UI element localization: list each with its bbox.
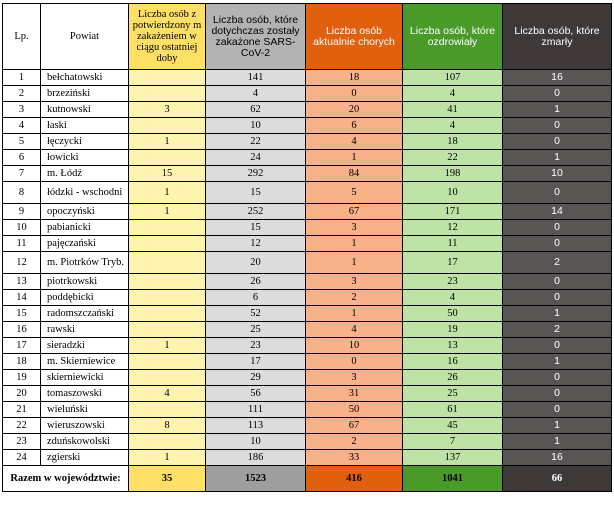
row-powiat: zduńskowolski bbox=[41, 434, 129, 450]
row-powiat: skierniewicki bbox=[41, 370, 129, 386]
row-deaths: 1 bbox=[503, 354, 612, 370]
total-deaths: 66 bbox=[503, 466, 612, 492]
row-total-cases: 12 bbox=[206, 236, 306, 252]
table-row bbox=[3, 70, 612, 86]
table-row bbox=[3, 450, 612, 466]
row-total-cases: 23 bbox=[206, 338, 306, 354]
row-deaths: 0 bbox=[503, 118, 612, 134]
row-total-cases: 22 bbox=[206, 134, 306, 150]
covid-table-wrapper bbox=[2, 3, 611, 492]
row-total-cases: 111 bbox=[206, 402, 306, 418]
row-powiat: m. Skierniewice bbox=[41, 354, 129, 370]
row-deaths: 1 bbox=[503, 306, 612, 322]
row-active-cases: 31 bbox=[306, 386, 403, 402]
row-powiat: kutnowski bbox=[41, 102, 129, 118]
row-deaths: 2 bbox=[503, 322, 612, 338]
row-new-cases bbox=[129, 322, 206, 338]
table-body bbox=[3, 70, 612, 466]
row-deaths: 0 bbox=[503, 370, 612, 386]
row-deaths: 0 bbox=[503, 86, 612, 102]
row-recovered: 4 bbox=[403, 290, 503, 306]
row-powiat: poddębicki bbox=[41, 290, 129, 306]
row-total-cases: 15 bbox=[206, 182, 306, 204]
row-total-cases: 15 bbox=[206, 220, 306, 236]
row-deaths: 0 bbox=[503, 236, 612, 252]
row-deaths: 0 bbox=[503, 402, 612, 418]
row-total-cases: 292 bbox=[206, 166, 306, 182]
row-recovered: 61 bbox=[403, 402, 503, 418]
row-powiat: pajęczański bbox=[41, 236, 129, 252]
row-lp: 8 bbox=[3, 182, 41, 204]
row-total-cases: 6 bbox=[206, 290, 306, 306]
row-recovered: 17 bbox=[403, 252, 503, 274]
row-deaths: 0 bbox=[503, 220, 612, 236]
row-new-cases bbox=[129, 70, 206, 86]
row-powiat: brzeziński bbox=[41, 86, 129, 102]
row-lp: 15 bbox=[3, 306, 41, 322]
table-row bbox=[3, 252, 612, 274]
table-row bbox=[3, 86, 612, 102]
row-recovered: 107 bbox=[403, 70, 503, 86]
table-row bbox=[3, 274, 612, 290]
row-lp: 24 bbox=[3, 450, 41, 466]
row-new-cases bbox=[129, 306, 206, 322]
row-recovered: 198 bbox=[403, 166, 503, 182]
row-new-cases: 1 bbox=[129, 204, 206, 220]
table-row bbox=[3, 236, 612, 252]
row-new-cases bbox=[129, 434, 206, 450]
row-powiat: łaski bbox=[41, 118, 129, 134]
row-new-cases bbox=[129, 402, 206, 418]
row-powiat: wieruszowski bbox=[41, 418, 129, 434]
row-total-cases: 10 bbox=[206, 118, 306, 134]
row-total-cases: 62 bbox=[206, 102, 306, 118]
row-new-cases: 15 bbox=[129, 166, 206, 182]
total-label: Razem w województwie: bbox=[3, 466, 129, 492]
row-active-cases: 67 bbox=[306, 204, 403, 220]
covid-district-table bbox=[2, 3, 612, 492]
row-recovered: 11 bbox=[403, 236, 503, 252]
row-active-cases: 3 bbox=[306, 220, 403, 236]
row-active-cases: 3 bbox=[306, 370, 403, 386]
row-recovered: 171 bbox=[403, 204, 503, 220]
row-total-cases: 252 bbox=[206, 204, 306, 220]
row-recovered: 26 bbox=[403, 370, 503, 386]
table-row bbox=[3, 204, 612, 220]
row-deaths: 0 bbox=[503, 386, 612, 402]
row-lp: 19 bbox=[3, 370, 41, 386]
row-lp: 7 bbox=[3, 166, 41, 182]
header-powiat: Powiat bbox=[41, 4, 129, 70]
total-row bbox=[3, 466, 612, 492]
row-lp: 1 bbox=[3, 70, 41, 86]
row-active-cases: 50 bbox=[306, 402, 403, 418]
row-active-cases: 1 bbox=[306, 252, 403, 274]
row-deaths: 2 bbox=[503, 252, 612, 274]
row-active-cases: 2 bbox=[306, 290, 403, 306]
row-recovered: 7 bbox=[403, 434, 503, 450]
row-deaths: 0 bbox=[503, 290, 612, 306]
row-powiat: wieluński bbox=[41, 402, 129, 418]
row-recovered: 4 bbox=[403, 86, 503, 102]
row-lp: 13 bbox=[3, 274, 41, 290]
row-deaths: 14 bbox=[503, 204, 612, 220]
row-active-cases: 0 bbox=[306, 354, 403, 370]
row-powiat: bełchatowski bbox=[41, 70, 129, 86]
row-active-cases: 0 bbox=[306, 86, 403, 102]
row-powiat: radomszczański bbox=[41, 306, 129, 322]
row-recovered: 4 bbox=[403, 118, 503, 134]
row-recovered: 22 bbox=[403, 150, 503, 166]
row-lp: 3 bbox=[3, 102, 41, 118]
table-row bbox=[3, 306, 612, 322]
row-total-cases: 56 bbox=[206, 386, 306, 402]
row-total-cases: 10 bbox=[206, 434, 306, 450]
total-active-cases: 416 bbox=[306, 466, 403, 492]
table-row bbox=[3, 354, 612, 370]
row-new-cases bbox=[129, 252, 206, 274]
table-row bbox=[3, 182, 612, 204]
row-deaths: 1 bbox=[503, 102, 612, 118]
total-all-cases: 1523 bbox=[206, 466, 306, 492]
row-recovered: 16 bbox=[403, 354, 503, 370]
row-lp: 23 bbox=[3, 434, 41, 450]
total-new-cases: 35 bbox=[129, 466, 206, 492]
row-active-cases: 33 bbox=[306, 450, 403, 466]
table-row bbox=[3, 166, 612, 182]
row-total-cases: 26 bbox=[206, 274, 306, 290]
row-lp: 10 bbox=[3, 220, 41, 236]
row-lp: 11 bbox=[3, 236, 41, 252]
row-recovered: 45 bbox=[403, 418, 503, 434]
row-lp: 14 bbox=[3, 290, 41, 306]
header-active-cases: Liczba osób aktualnie chorych bbox=[306, 4, 403, 70]
row-lp: 6 bbox=[3, 150, 41, 166]
row-new-cases: 4 bbox=[129, 386, 206, 402]
row-active-cases: 84 bbox=[306, 166, 403, 182]
row-active-cases: 10 bbox=[306, 338, 403, 354]
table-row bbox=[3, 338, 612, 354]
row-powiat: opoczyński bbox=[41, 204, 129, 220]
row-new-cases: 3 bbox=[129, 102, 206, 118]
row-active-cases: 6 bbox=[306, 118, 403, 134]
total-recovered: 1041 bbox=[403, 466, 503, 492]
table-row bbox=[3, 402, 612, 418]
table-row bbox=[3, 220, 612, 236]
row-deaths: 0 bbox=[503, 134, 612, 150]
row-deaths: 0 bbox=[503, 338, 612, 354]
row-new-cases bbox=[129, 290, 206, 306]
row-powiat: zgierski bbox=[41, 450, 129, 466]
row-powiat: łęczycki bbox=[41, 134, 129, 150]
row-active-cases: 18 bbox=[306, 70, 403, 86]
row-lp: 12 bbox=[3, 252, 41, 274]
row-total-cases: 4 bbox=[206, 86, 306, 102]
row-deaths: 10 bbox=[503, 166, 612, 182]
row-active-cases: 4 bbox=[306, 134, 403, 150]
row-lp: 21 bbox=[3, 402, 41, 418]
row-new-cases bbox=[129, 354, 206, 370]
table-row bbox=[3, 370, 612, 386]
row-active-cases: 1 bbox=[306, 150, 403, 166]
row-active-cases: 3 bbox=[306, 274, 403, 290]
row-powiat: tomaszowski bbox=[41, 386, 129, 402]
row-powiat: łowicki bbox=[41, 150, 129, 166]
row-total-cases: 20 bbox=[206, 252, 306, 274]
header-row bbox=[3, 4, 612, 70]
header-total-cases: Liczba osób, które dotychczas zostały zakażone SARS-CoV-2 bbox=[206, 4, 306, 70]
row-recovered: 25 bbox=[403, 386, 503, 402]
row-deaths: 16 bbox=[503, 450, 612, 466]
row-powiat: łódzki - wschodni bbox=[41, 182, 129, 204]
row-total-cases: 24 bbox=[206, 150, 306, 166]
table-row bbox=[3, 386, 612, 402]
row-new-cases: 1 bbox=[129, 338, 206, 354]
row-recovered: 50 bbox=[403, 306, 503, 322]
row-lp: 4 bbox=[3, 118, 41, 134]
row-active-cases: 2 bbox=[306, 434, 403, 450]
row-deaths: 1 bbox=[503, 418, 612, 434]
header-recovered: Liczba osób, które ozdrowiały bbox=[403, 4, 503, 70]
row-powiat: sieradzki bbox=[41, 338, 129, 354]
row-deaths: 0 bbox=[503, 274, 612, 290]
row-new-cases: 1 bbox=[129, 450, 206, 466]
row-powiat: piotrkowski bbox=[41, 274, 129, 290]
row-deaths: 1 bbox=[503, 150, 612, 166]
row-new-cases: 1 bbox=[129, 182, 206, 204]
row-recovered: 18 bbox=[403, 134, 503, 150]
row-recovered: 137 bbox=[403, 450, 503, 466]
row-recovered: 19 bbox=[403, 322, 503, 338]
row-new-cases: 1 bbox=[129, 134, 206, 150]
table-row bbox=[3, 118, 612, 134]
row-active-cases: 67 bbox=[306, 418, 403, 434]
row-lp: 5 bbox=[3, 134, 41, 150]
row-lp: 2 bbox=[3, 86, 41, 102]
table-row bbox=[3, 134, 612, 150]
row-recovered: 41 bbox=[403, 102, 503, 118]
row-new-cases bbox=[129, 370, 206, 386]
row-total-cases: 186 bbox=[206, 450, 306, 466]
row-recovered: 10 bbox=[403, 182, 503, 204]
row-deaths: 0 bbox=[503, 182, 612, 204]
row-total-cases: 113 bbox=[206, 418, 306, 434]
row-new-cases: 8 bbox=[129, 418, 206, 434]
row-recovered: 13 bbox=[403, 338, 503, 354]
row-active-cases: 5 bbox=[306, 182, 403, 204]
row-new-cases bbox=[129, 118, 206, 134]
row-total-cases: 52 bbox=[206, 306, 306, 322]
row-active-cases: 4 bbox=[306, 322, 403, 338]
row-total-cases: 29 bbox=[206, 370, 306, 386]
row-new-cases bbox=[129, 150, 206, 166]
row-new-cases bbox=[129, 236, 206, 252]
table-row bbox=[3, 322, 612, 338]
row-active-cases: 1 bbox=[306, 306, 403, 322]
table-row bbox=[3, 418, 612, 434]
row-lp: 18 bbox=[3, 354, 41, 370]
row-lp: 22 bbox=[3, 418, 41, 434]
row-powiat: m. Łódź bbox=[41, 166, 129, 182]
row-recovered: 23 bbox=[403, 274, 503, 290]
row-recovered: 12 bbox=[403, 220, 503, 236]
row-lp: 9 bbox=[3, 204, 41, 220]
row-powiat: pabianicki bbox=[41, 220, 129, 236]
row-powiat: rawski bbox=[41, 322, 129, 338]
table-row bbox=[3, 150, 612, 166]
row-powiat: m. Piotrków Tryb. bbox=[41, 252, 129, 274]
header-lp: Lp. bbox=[3, 4, 41, 70]
row-total-cases: 17 bbox=[206, 354, 306, 370]
table-row bbox=[3, 102, 612, 118]
row-new-cases bbox=[129, 220, 206, 236]
row-total-cases: 25 bbox=[206, 322, 306, 338]
row-active-cases: 20 bbox=[306, 102, 403, 118]
row-lp: 16 bbox=[3, 322, 41, 338]
row-new-cases bbox=[129, 274, 206, 290]
row-active-cases: 1 bbox=[306, 236, 403, 252]
row-new-cases bbox=[129, 86, 206, 102]
row-total-cases: 141 bbox=[206, 70, 306, 86]
row-lp: 20 bbox=[3, 386, 41, 402]
table-row bbox=[3, 290, 612, 306]
row-lp: 17 bbox=[3, 338, 41, 354]
table-row bbox=[3, 434, 612, 450]
header-new-cases: Liczba osób z potwierdzony m zakażeniem w ciągu ostatniej doby bbox=[129, 4, 206, 70]
row-deaths: 16 bbox=[503, 70, 612, 86]
header-deaths: Liczba osób, które zmarły bbox=[503, 4, 612, 70]
row-deaths: 1 bbox=[503, 434, 612, 450]
